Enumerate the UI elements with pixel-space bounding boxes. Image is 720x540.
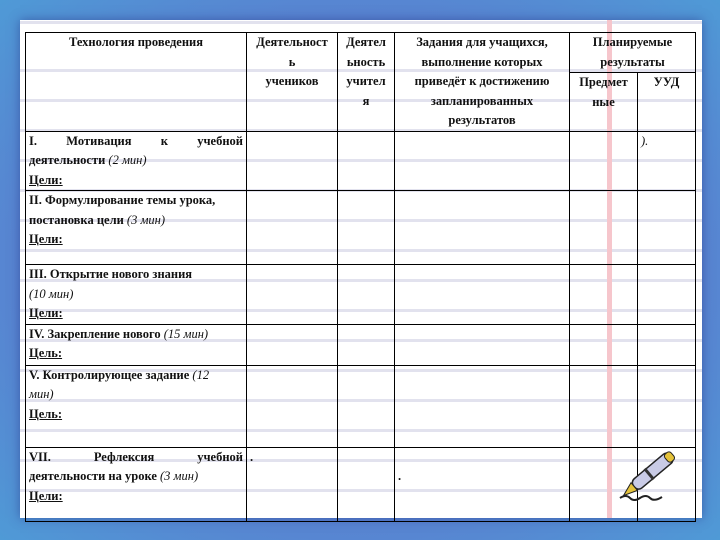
header-teacher-activity: Деятел ьность учител я: [338, 33, 395, 132]
table-row: [26, 191, 696, 265]
stage-cell: VII. Рефлексия учебной деятельности на уроке (3 мин) Цели:: [26, 447, 247, 521]
table-row: [26, 324, 696, 365]
stage-cell: IV. Закрепление нового (15 мин) Цель:: [26, 324, 247, 365]
fountain-pen-icon: [608, 440, 688, 510]
table-row: [26, 265, 696, 325]
table-row: [26, 447, 696, 521]
stage-cell: III. Открытие нового знания (10 мин) Цели:: [26, 265, 247, 325]
lesson-plan-table: [25, 32, 696, 522]
header-uud: УУД: [638, 73, 696, 131]
student-cell: .: [247, 447, 338, 521]
header-planned-results: Планируемые результаты: [570, 33, 696, 73]
header-student-activity: Деятельност ь учеников: [247, 33, 338, 132]
header-technology: Технология проведения: [26, 33, 247, 132]
stage-cell: I. Мотивация к учебной деятельности (2 мин) Цели:: [26, 131, 247, 191]
stage-cell: V. Контролирующее задание (12 мин) Цель:: [26, 365, 247, 447]
tasks-cell: .: [395, 447, 570, 521]
stage-cell: II. Формулирование темы урока, постановка цели (3 мин) Цели:: [26, 191, 247, 265]
table-row: [26, 131, 696, 191]
uud-cell: ).: [638, 131, 696, 191]
table-row: [26, 365, 696, 447]
notebook-page: [20, 20, 702, 518]
header-tasks: Задания для учащихся, выполнение которых приведёт к достижению запланированных результатов: [395, 33, 570, 132]
header-subject: Предмет ные: [570, 73, 638, 131]
